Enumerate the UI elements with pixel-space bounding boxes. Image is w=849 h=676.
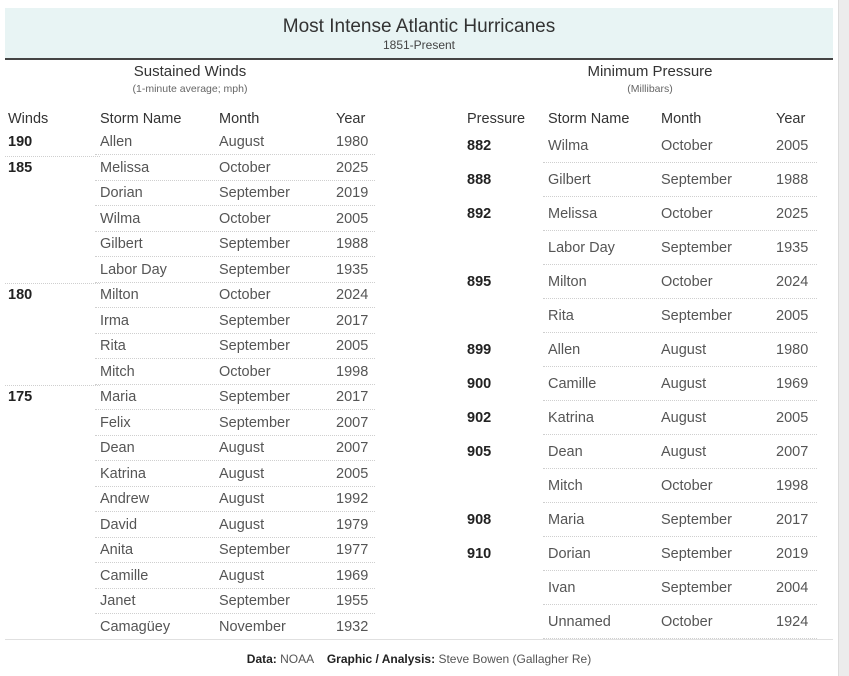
winds-table-row xyxy=(5,538,375,563)
winds-cell-month: August xyxy=(219,465,265,482)
pressure-cell-name: Unnamed xyxy=(548,614,611,630)
pressure-cell-year: 1935 xyxy=(776,240,809,256)
winds-section-subtitle: (1-minute average; mph) xyxy=(132,83,248,95)
pressure-cell-month: October xyxy=(661,138,713,154)
winds-cell-name: Milton xyxy=(100,287,139,303)
pressure-table-row xyxy=(465,197,817,231)
winds-cell-name: Maria xyxy=(100,389,137,405)
winds-cell-month: August xyxy=(219,440,265,456)
winds-cell-name: Allen xyxy=(100,134,133,150)
winds-cell-month: September xyxy=(219,338,290,354)
winds-cell-name: Felix xyxy=(100,414,131,431)
pressure-section-subtitle: (Millibars) xyxy=(627,83,673,95)
pressure-cell-month: September xyxy=(661,308,732,324)
winds-cell-value: 180 xyxy=(8,287,33,303)
pressure-cell-name: Dorian xyxy=(548,546,591,562)
pressure-cell-month: October xyxy=(661,614,713,630)
winds-cell-year: 1979 xyxy=(336,516,369,533)
pressure-cell-year: 2005 xyxy=(776,308,809,324)
winds-cell-name: Janet xyxy=(100,593,136,609)
group-divider xyxy=(5,283,100,284)
pressure-cell-year: 2005 xyxy=(776,138,809,154)
pressure-table-row xyxy=(465,401,817,435)
winds-cell-month: September xyxy=(219,185,290,201)
winds-cell-year: 1977 xyxy=(336,542,369,558)
pressure-header-month: Month xyxy=(661,111,702,127)
winds-header-year: Year xyxy=(336,111,366,127)
winds-table-row xyxy=(5,232,375,257)
pressure-cell-month: September xyxy=(661,546,732,562)
winds-cell-value: 185 xyxy=(8,159,33,176)
winds-cell-name: Dorian xyxy=(100,185,143,201)
pressure-cell-name: Katrina xyxy=(548,410,594,426)
winds-cell-year: 2024 xyxy=(336,287,369,303)
pressure-cell-month: August xyxy=(661,376,707,392)
pressure-table-row xyxy=(465,605,817,639)
winds-table-row xyxy=(5,130,375,155)
title-banner xyxy=(5,8,833,60)
pressure-table-row xyxy=(465,503,817,537)
pressure-cell-year: 2005 xyxy=(776,410,809,426)
winds-cell-month: August xyxy=(219,516,265,533)
pressure-cell-year: 2024 xyxy=(776,274,809,290)
footer-credits xyxy=(0,652,838,666)
pressure-cell-name: Mitch xyxy=(548,478,583,494)
winds-cell-name: Katrina xyxy=(100,465,146,482)
winds-table-row xyxy=(5,487,375,512)
winds-header-month: Month xyxy=(219,111,260,127)
winds-cell-year: 2007 xyxy=(336,440,369,456)
winds-cell-name: Irma xyxy=(100,312,129,329)
winds-table-row xyxy=(5,309,375,334)
pressure-cell-year: 1980 xyxy=(776,342,809,358)
pressure-cell-name: Dean xyxy=(548,444,583,460)
pressure-cell-month: August xyxy=(661,342,707,358)
winds-cell-year: 2017 xyxy=(336,389,369,405)
winds-cell-year: 1935 xyxy=(336,261,369,278)
winds-table-row xyxy=(5,385,375,410)
winds-cell-month: September xyxy=(219,261,290,278)
winds-cell-name: Gilbert xyxy=(100,236,143,252)
pressure-cell-month: August xyxy=(661,410,707,426)
winds-cell-name: Anita xyxy=(100,542,134,558)
winds-table-row xyxy=(5,258,375,283)
winds-cell-month: October xyxy=(219,159,271,176)
pressure-cell-name: Labor Day xyxy=(548,240,615,256)
winds-cell-value: 190 xyxy=(8,134,33,150)
pressure-table-row xyxy=(465,469,817,503)
winds-table-row xyxy=(5,564,375,589)
winds-cell-month: September xyxy=(219,389,290,405)
pressure-cell-month: September xyxy=(661,580,732,596)
pressure-cell-name: Wilma xyxy=(548,138,589,154)
winds-cell-name: Camille xyxy=(100,567,149,584)
pressure-table-row xyxy=(465,129,817,163)
page-subtitle: 1851-Present xyxy=(382,38,456,52)
footer-graphic-label: Graphic / Analysis: xyxy=(326,652,436,666)
winds-cell-name: Mitch xyxy=(100,363,135,380)
winds-table-row xyxy=(5,283,375,308)
pressure-cell-name: Melissa xyxy=(548,206,598,222)
pressure-cell-name: Milton xyxy=(548,274,587,290)
pressure-header-pressure: Pressure xyxy=(467,111,526,127)
pressure-cell-name: Allen xyxy=(548,342,581,358)
pressure-cell-name: Rita xyxy=(548,308,574,324)
pressure-cell-month: September xyxy=(661,240,732,256)
winds-table-row xyxy=(5,615,375,640)
page-title: Most Intense Atlantic Hurricanes xyxy=(282,16,556,37)
pressure-cell-year: 1924 xyxy=(776,614,809,630)
pressure-table-row xyxy=(465,299,817,333)
pressure-cell-value: 905 xyxy=(467,444,492,460)
winds-table-row xyxy=(5,181,375,206)
winds-cell-name: Camagüey xyxy=(100,618,171,635)
page-edge xyxy=(839,0,849,676)
pressure-header-year: Year xyxy=(776,111,806,127)
winds-cell-year: 2017 xyxy=(336,312,369,329)
winds-table-row xyxy=(5,156,375,181)
winds-cell-year: 1988 xyxy=(336,236,369,252)
winds-cell-month: October xyxy=(219,363,271,380)
winds-cell-year: 2019 xyxy=(336,185,369,201)
footer-data-label: Data: xyxy=(246,652,277,666)
winds-cell-year: 2025 xyxy=(336,159,369,176)
winds-cell-month: August xyxy=(219,134,265,150)
winds-cell-year: 1992 xyxy=(336,491,369,507)
pressure-cell-value: 910 xyxy=(467,546,492,562)
pressure-cell-month: September xyxy=(661,172,732,188)
group-divider xyxy=(5,385,100,386)
winds-cell-name: Dean xyxy=(100,440,135,456)
pressure-cell-value: 892 xyxy=(467,206,492,222)
footer-data-value: NOAA xyxy=(280,652,314,666)
winds-table-row xyxy=(5,589,375,614)
winds-cell-value: 175 xyxy=(8,389,33,405)
pressure-section-title: Minimum Pressure xyxy=(587,63,713,80)
pressure-table-row xyxy=(465,537,817,571)
pressure-table-row xyxy=(465,571,817,605)
pressure-table-row xyxy=(465,265,817,299)
winds-cell-name: David xyxy=(100,516,138,533)
pressure-table-row xyxy=(465,333,817,367)
winds-cell-year: 2005 xyxy=(336,465,369,482)
winds-cell-month: October xyxy=(219,287,271,303)
winds-cell-month: August xyxy=(219,567,265,584)
winds-table-row xyxy=(5,513,375,538)
winds-cell-name: Rita xyxy=(100,338,126,354)
winds-cell-month: October xyxy=(219,210,271,227)
pressure-cell-name: Gilbert xyxy=(548,172,591,188)
winds-cell-year: 2007 xyxy=(336,414,369,431)
winds-table-row xyxy=(5,436,375,461)
winds-table-row xyxy=(5,207,375,232)
winds-cell-year: 2005 xyxy=(336,338,369,354)
pressure-cell-year: 1969 xyxy=(776,376,809,392)
winds-cell-month: September xyxy=(219,414,290,431)
pressure-cell-value: 895 xyxy=(467,274,492,290)
winds-cell-year: 1969 xyxy=(336,567,369,584)
pressure-cell-value: 882 xyxy=(467,138,492,154)
winds-cell-year: 1998 xyxy=(336,363,369,380)
winds-header-winds: Winds xyxy=(8,111,49,127)
winds-cell-year: 1955 xyxy=(336,593,369,609)
winds-cell-year: 1980 xyxy=(336,134,369,150)
pressure-cell-year: 1988 xyxy=(776,172,809,188)
winds-table-row xyxy=(5,334,375,359)
pressure-cell-year: 2019 xyxy=(776,546,809,562)
winds-table-row xyxy=(5,462,375,487)
winds-cell-name: Andrew xyxy=(100,491,150,507)
footer-divider xyxy=(5,639,833,640)
winds-cell-name: Labor Day xyxy=(100,261,167,278)
winds-cell-month: September xyxy=(219,312,290,329)
pressure-cell-value: 899 xyxy=(467,342,492,358)
winds-cell-year: 2005 xyxy=(336,210,369,227)
pressure-cell-month: September xyxy=(661,512,732,528)
pressure-cell-value: 902 xyxy=(467,410,492,426)
pressure-cell-month: October xyxy=(661,206,713,222)
pressure-cell-name: Camille xyxy=(548,376,597,392)
pressure-cell-name: Ivan xyxy=(548,580,576,596)
pressure-table-row xyxy=(465,163,817,197)
pressure-cell-value: 908 xyxy=(467,512,492,528)
winds-table-row xyxy=(5,360,375,385)
pressure-cell-value: 900 xyxy=(467,376,492,392)
winds-cell-month: August xyxy=(219,491,265,507)
pressure-cell-year: 2004 xyxy=(776,580,809,596)
pressure-table-row xyxy=(465,231,817,265)
pressure-cell-value: 888 xyxy=(467,172,492,188)
winds-section-title: Sustained Winds xyxy=(133,63,247,80)
footer-graphic-value: Steve Bowen (Gallagher Re) xyxy=(438,652,592,666)
pressure-cell-year: 2025 xyxy=(776,206,809,222)
winds-cell-name: Melissa xyxy=(100,159,150,176)
winds-cell-month: September xyxy=(219,236,290,252)
pressure-cell-name: Maria xyxy=(548,512,585,528)
pressure-table-row xyxy=(465,435,817,469)
winds-cell-month: September xyxy=(219,542,290,558)
pressure-cell-month: October xyxy=(661,274,713,290)
winds-cell-month: September xyxy=(219,593,290,609)
pressure-table-row xyxy=(465,367,817,401)
pressure-cell-year: 2007 xyxy=(776,444,809,460)
winds-cell-name: Wilma xyxy=(100,210,141,227)
winds-header-storm-name: Storm Name xyxy=(100,111,182,127)
pressure-cell-year: 1998 xyxy=(776,478,809,494)
winds-cell-year: 1932 xyxy=(336,618,369,635)
pressure-cell-year: 2017 xyxy=(776,512,809,528)
group-divider xyxy=(5,156,100,157)
winds-table-row xyxy=(5,411,375,436)
winds-cell-month: November xyxy=(219,618,286,635)
pressure-cell-month: August xyxy=(661,444,707,460)
pressure-cell-month: October xyxy=(661,478,713,494)
pressure-header-storm-name: Storm Name xyxy=(548,111,630,127)
